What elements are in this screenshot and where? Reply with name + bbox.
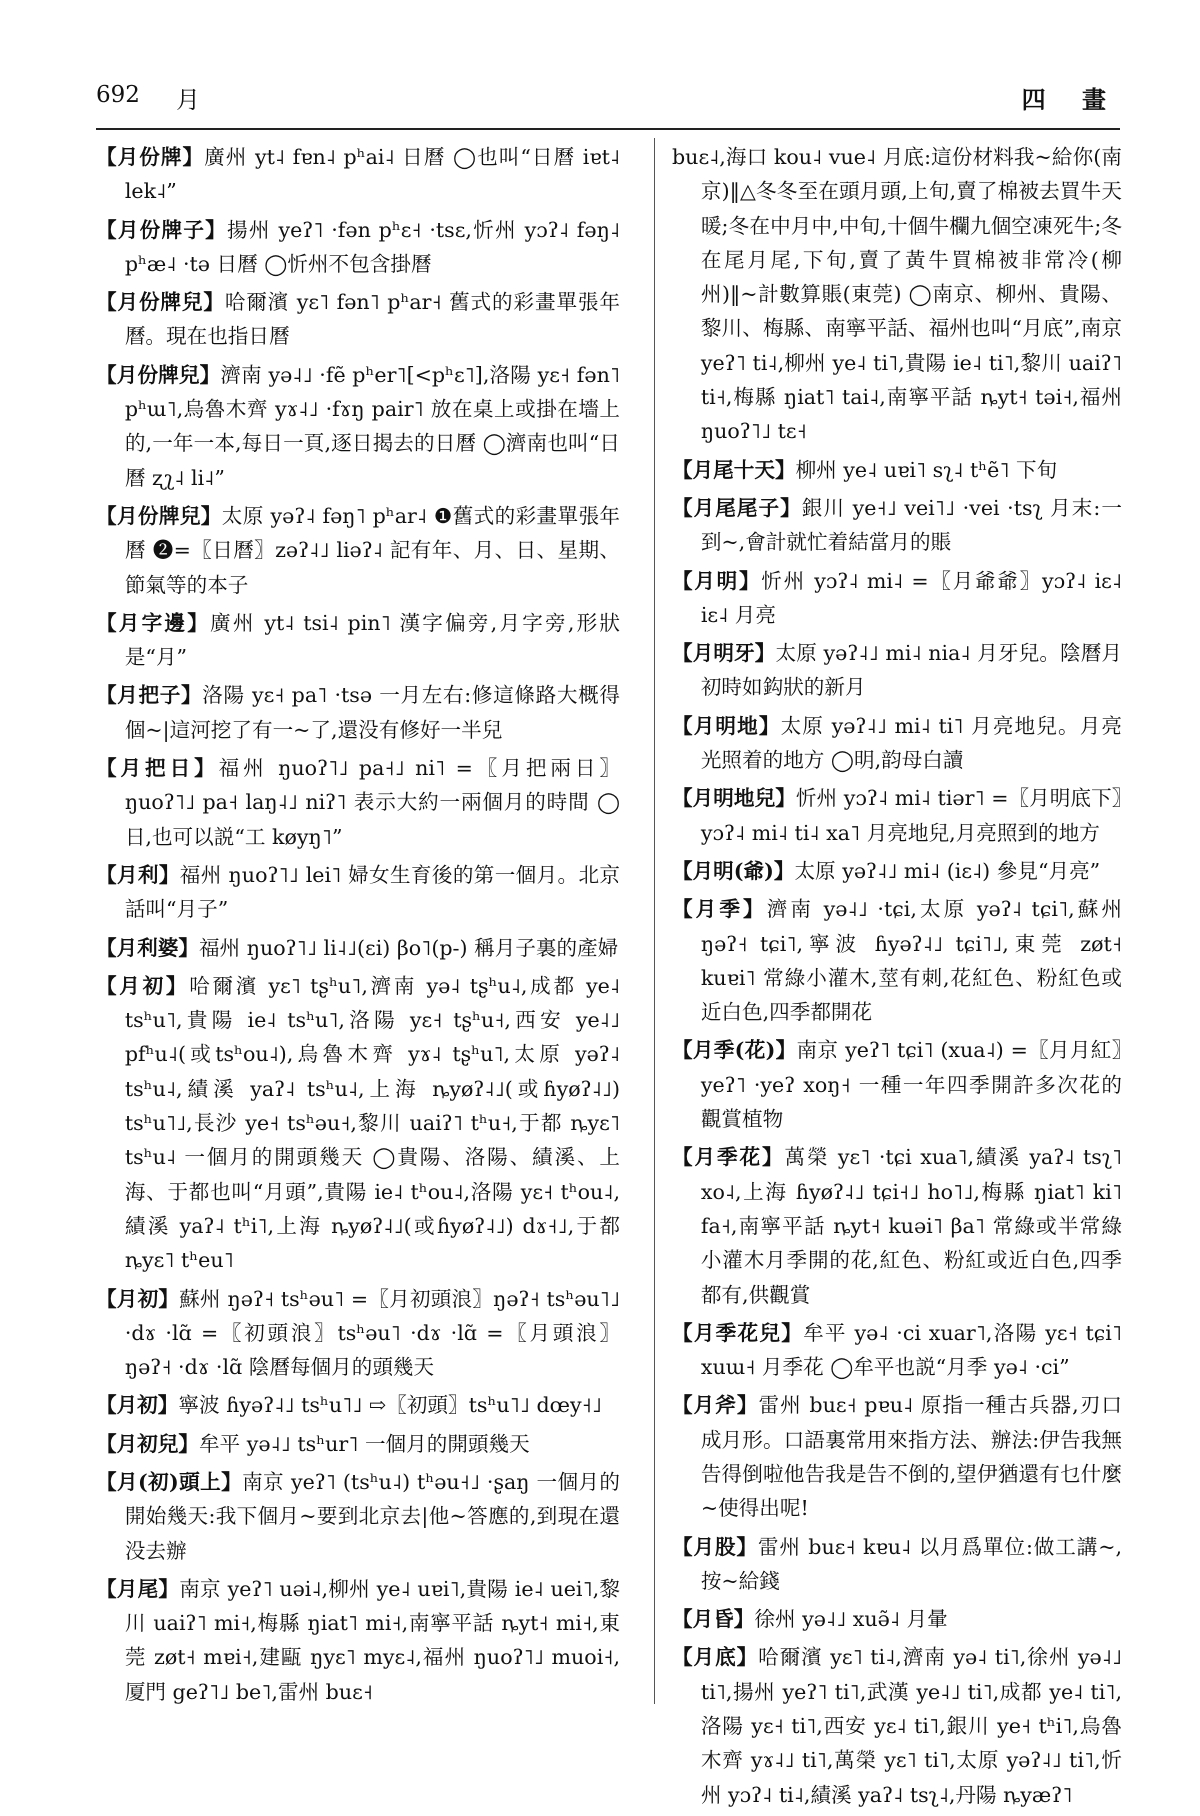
dictionary-entry	[672, 781, 1122, 850]
entry-body: 蘇州 ŋəʔ˧ tsʰəu˥ =〖月初頭浪〗ŋəʔ˧ tsʰəu˥˩ ·dɤ ·lɑ̃ =〖初頭浪〗tsʰəu˥ ·dɤ ·lɑ̃ =〖月頭浪〗ŋəʔ˧ ·dɤ ·lɑ̃ 陰曆每個月的頭幾天	[124, 1286, 620, 1380]
column-divider	[654, 138, 655, 1704]
entry-body: 太原 yəʔ˨˩ mi˨ nia˨ 月牙兒。陰曆月初時如鈎狀的新月	[700, 641, 1123, 700]
entry-headword: 【月利婆】	[96, 935, 199, 960]
entry-headword: 【月明牙】	[672, 641, 776, 666]
entry-headword: 【月底】	[672, 1645, 759, 1670]
entry-headword: 【月尾】	[96, 1576, 180, 1601]
entry-body: 牟平 yə˨ ·ci xuar˥,洛陽 yɛ˧ tɕi˥ xuɯ˧ 月季花 ◯牟平也説“月季 yə˨ ·ci”	[700, 1320, 1123, 1380]
page-header	[96, 78, 1120, 122]
dictionary-entry	[96, 140, 620, 209]
page-number: 692	[96, 82, 140, 108]
dictionary-entry	[96, 358, 620, 495]
entry-headword: 【月份牌兒】	[96, 362, 221, 387]
dictionary-entry	[96, 1282, 620, 1385]
entry-body: 牟平 yə˨˩ tsʰur˥ 一個月的開頭幾天	[198, 1431, 530, 1456]
entry-headword: 【月份牌子】	[96, 217, 227, 242]
dictionary-entry	[672, 491, 1122, 560]
dictionary-entry	[672, 1602, 1122, 1636]
entry-body: 哈爾濱 yɛ˥ fən˥ pʰar˧ 舊式的彩畫單張年曆。現在也指日曆	[124, 290, 620, 349]
entry-body: buɛ˨,海口 kou˨ vue˨ 月底:這份材料我~給你(南京)‖△冬冬至在頭月頭,上旬,賣了棉被去買牛天暖;冬在中月中,中旬,十個牛欄九個空凍死牛;冬在尾月尾,下旬,賣了黃牛買棉被非常冷(柳州)‖~計數算賬(東莞) ◯南京、柳州、貴陽、黎川、梅縣、南寧平話、福州也叫“月底”,南京 yeʔ˥ ti˨,柳州 ye˨ ti˥,貴陽 ie˨ ti˥,黎川 uaiʔ˥ ti˧,梅縣 ŋiat˥ tai˨,南寧平話 ȵyt˧ təi˧,福州 ŋuoʔ˥˩ tɛ˧	[672, 145, 1122, 444]
entry-body: 廣州 yt˨ tsi˨ pin˥ 漢字偏旁,月字旁,形狀是“月”	[124, 610, 620, 670]
entry-headword: 【月初】	[96, 1393, 179, 1418]
entry-body: 哈爾濱 yɛ˥ ti˨,濟南 yə˨ ti˥,徐州 yə˨˩ ti˥,揚州 yeʔ˥ ti˥,武漢 ye˨˩ ti˥,成都 ye˨ ti˥,洛陽 yɛ˧ ti˥,西安 yɛ˨ ti˥,銀川 ye˧ tʰi˥,烏魯木齊 yɤ˨˩ ti˥,萬榮 yɛ˥ ti˥,太原 yəʔ˨˩ ti˥,忻州 yɔʔ˨ ti˨,績溪 yaʔ˨ tsʅ˨,丹陽 ȵyæʔ˥	[700, 1645, 1123, 1807]
entry-body: 柳州 ye˨ uɐi˥ sʅ˨ tʰẽ˥ 下旬	[795, 457, 1058, 482]
entry-body: 廣州 yt˨ fɐn˨ pʰai˨ 日曆 ◯也叫“日曆 iɐt˨ lek˨”	[124, 145, 620, 204]
dictionary-entry	[672, 892, 1122, 1029]
entry-headword: 【月明(爺)】	[672, 858, 795, 883]
entry-body: 寧波 ɦyəʔ˨˩ tsʰu˥˩ ⇨〖初頭〗tsʰu˥˩ dœy˧˩	[178, 1393, 602, 1418]
entry-headword: 【月尾十天】	[672, 457, 796, 482]
dictionary-entry	[96, 678, 620, 747]
entry-body: 南京 yeʔ˥ uəi˨,柳州 ye˨ uɐi˥,貴陽 ie˨ uei˥,黎川 uaiʔ˥ mi˧,梅縣 ŋiat˥ mi˧,南寧平話 ȵyt˧ mi˧,東莞 zøt˧ mɐi˧,建甌 ŋyɛ˥ myɛ˨,福州 ŋuoʔ˥˩ muoi˧,厦門 geʔ˥˩ be˥,雷州 buɛ˧	[124, 1576, 621, 1704]
dictionary-entry	[96, 931, 620, 965]
dictionary-entry	[672, 1033, 1122, 1136]
dictionary-entry	[96, 969, 620, 1278]
entry-body: 濟南 yə˨˩ ·fẽ pʰer˥[<pʰɛ˥],洛陽 yɛ˧ fən˥ pʰɯ˥,烏魯木齊 yɤ˨˩ ·fɤŋ pair˥ 放在桌上或掛在墻上的,一年一本,每日一頁,逐日揭去的日曆 ◯濟南也叫“日曆 ʐʅ˨ li˨”	[124, 362, 620, 490]
entry-body: 洛陽 yɛ˧ pa˥ ·tsə 一月左右:修這條路大概得個~|這河挖了有一~了,還没有修好一半兒	[124, 683, 621, 742]
entry-body: 忻州 yɔʔ˨ mi˨ tiər˥ =〖月明底下〗yɔʔ˨ mi˨ ti˨ xa˥ 月亮地兒,月亮照到的地方	[700, 786, 1123, 845]
header-rule	[96, 128, 1120, 130]
entry-headword: 【月份牌兒】	[96, 290, 225, 315]
entry-headword: 【月初兒】	[96, 1431, 199, 1456]
entry-headword: 【月昏】	[672, 1607, 755, 1632]
header-section: 四 畫	[1021, 85, 1120, 114]
entry-headword: 【月明】	[672, 568, 762, 593]
dictionary-entry	[96, 1572, 620, 1709]
entry-body: 銀川 ye˧˩ vei˥˩ ·vei ·tsʅ 月末:一到~,會計就忙着結當月的賬	[700, 495, 1122, 555]
entry-headword: 【月季花兒】	[672, 1320, 804, 1345]
entry-body: 太原 yəʔ˨˩ mi˨ (iɛ˨) 參見“月亮”	[794, 858, 1101, 883]
dictionary-entry	[672, 453, 1122, 487]
dictionary-entry	[672, 1316, 1122, 1385]
dictionary-entry	[672, 140, 1122, 449]
entry-body: 太原 yəʔ˨ fəŋ˥ pʰar˨ ❶舊式的彩畫單張年曆 ❷=〖日曆〗zəʔ˨˩ liəʔ˨ 記有年、月、日、星期、節氣等的本子	[124, 503, 620, 597]
entry-headword: 【月尾尾子】	[672, 495, 802, 520]
dictionary-entry	[96, 499, 620, 602]
dictionary-entry	[96, 606, 620, 675]
entry-headword: 【月季花】	[672, 1145, 785, 1170]
dictionary-entry	[672, 1640, 1122, 1811]
dictionary-entry	[672, 1530, 1122, 1599]
entry-headword: 【月斧】	[672, 1393, 759, 1418]
entry-body: 福州 ŋuoʔ˥˩ lei˥ 婦女生育後的第一個月。北京話叫“月子”	[124, 862, 620, 922]
entry-body: 雷州 buɛ˧ kɐu˨ 以月爲單位:做工講~,按~給錢	[700, 1534, 1123, 1593]
entry-body: 雷州 buɛ˧ pɐu˨ 原指一種古兵器,刃口成月形。口語裏常用來指方法、辦法:伊告我無告得倒啦他告我是告不倒的,望伊猶還有乜什麼~使得出呢!	[700, 1393, 1122, 1521]
dictionary-entry	[96, 1427, 620, 1461]
dictionary-entry	[96, 1465, 620, 1568]
entry-headword: 【月季(花)】	[672, 1038, 797, 1063]
entry-body: 濟南 yə˨˩ ·tɕi,太原 yəʔ˨ tɕi˥,蘇州 ŋəʔ˧ tɕi˥,寧波 ɦyəʔ˨˩ tɕi˥˩,東莞 zøt˧ kuɐi˥ 常綠小灌木,莖有刺,花紅色、粉紅色或近白色,四季都開花	[700, 897, 1122, 1025]
right-column	[672, 140, 1122, 1816]
dictionary-entry	[96, 858, 620, 927]
entry-headword: 【月明地】	[672, 713, 781, 738]
header-radical: 月	[176, 86, 200, 114]
entry-headword: 【月(初)頭上】	[96, 1469, 243, 1494]
dictionary-entry	[672, 1388, 1122, 1525]
left-column	[96, 140, 620, 1713]
entry-headword: 【月字邊】	[96, 610, 211, 635]
entry-body: 福州 ŋuoʔ˥˩ pa˧˩ ni˥ =〖月把兩日〗ŋuoʔ˥˩ pa˧ laŋ˨˩ niʔ˥ 表示大約一兩個月的時間 ◯日,也可以説“工 køyŋ˥”	[124, 756, 621, 849]
entry-headword: 【月明地兒】	[672, 786, 796, 811]
entry-headword: 【月初】	[96, 1286, 180, 1311]
entry-body: 揚州 yeʔ˥ ·fən pʰɛ˧ ·tsɛ,忻州 yɔʔ˨ fəŋ˨ pʰæ˨ ·tə 日曆 ◯忻州不包含掛曆	[124, 217, 621, 276]
entry-headword: 【月股】	[672, 1534, 758, 1559]
dictionary-entry	[96, 751, 620, 854]
dictionary-entry	[672, 854, 1122, 888]
dictionary-entry	[96, 213, 620, 282]
entry-headword: 【月季】	[672, 897, 767, 922]
entry-headword: 【月把子】	[96, 683, 203, 708]
entry-headword: 【月初】	[96, 973, 190, 998]
dictionary-entry	[672, 1140, 1122, 1311]
dictionary-entry	[96, 1388, 620, 1422]
entry-body: 忻州 yɔʔ˨ mi˨ =〖月爺爺〗yɔʔ˨ iɛ˨ iɛ˨ 月亮	[700, 568, 1122, 627]
entry-headword: 【月利】	[96, 862, 180, 887]
entry-body: 萬榮 yɛ˥ ·tɕi xua˥,績溪 yaʔ˨ tsʅ˥ xo˨,上海 ɦyøʔ˨˩ tɕi˧˩ ho˥˩,梅縣 ŋiat˥ ki˥ fa˧,南寧平話 ȵyt˧ kuəi˥ βa˥ 常綠或半常綠小灌木月季開的花,紅色、粉紅或近白色,四季都有,供觀賞	[700, 1145, 1123, 1307]
dictionary-entry	[672, 564, 1122, 633]
dictionary-entry	[672, 636, 1122, 705]
entry-body: 福州 ŋuoʔ˥˩ li˨˩(ɛi) βo˥(p-) 稱月子裏的產婦	[198, 935, 619, 960]
entry-body: 南京 yeʔ˥ (tsʰu˨) tʰəu˧˩ ·ʂaŋ 一個月的開始幾天:我下個月~要到北京去|他~答應的,到現在還没去辦	[124, 1469, 621, 1563]
entry-body: 徐州 yə˨˩ xuə̃˨ 月暈	[754, 1607, 948, 1632]
dictionary-entry	[96, 285, 620, 354]
entry-headword: 【月份牌兒】	[96, 503, 222, 528]
entry-headword: 【月份牌】	[96, 145, 205, 169]
dictionary-entry	[672, 709, 1122, 778]
entry-body: 南京 yeʔ˥ tɕi˥ (xua˨) =〖月月紅〗yeʔ˥ ·yeʔ xoŋ˧ 一種一年四季開許多次花的觀賞植物	[700, 1038, 1122, 1132]
entry-headword: 【月把日】	[96, 756, 219, 781]
entry-body: 哈爾濱 yɛ˥ tʂʰu˥,濟南 yə˨ tʂʰu˨,成都 ye˨ tsʰu˥,貴陽 ie˨ tsʰu˥,洛陽 yɛ˧ tʂʰu˧,西安 ye˨˩ pfʰu˨(或tsʰou˨),烏魯木齊 yɤ˨ tʂʰu˥,太原 yəʔ˨ tsʰu˨,績溪 yaʔ˨ tsʰu˨,上海 ȵyøʔ˨˩(或ɦyøʔ˨˩) tsʰu˥˩,長沙 ye˧ tsʰəu˧,黎川 uaiʔ˥ tʰu˧,于都 ȵyɛ˥ tsʰu˨ 一個月的開頭幾天 ◯貴陽、洛陽、績溪、上海、于都也叫“月頭”,貴陽 ie˨ tʰou˨,洛陽 yɛ˧ tʰou˨,績溪 yaʔ˨ tʰi˥,上海 ȵyøʔ˨˩(或ɦyøʔ˨˩) dɤ˧˩,于都 ȵyɛ˥ tʰeu˥	[124, 973, 621, 1273]
entry-body: 太原 yəʔ˨˩ mi˨ ti˥ 月亮地兒。月亮光照着的地方 ◯明,韵母白讀	[700, 713, 1123, 773]
